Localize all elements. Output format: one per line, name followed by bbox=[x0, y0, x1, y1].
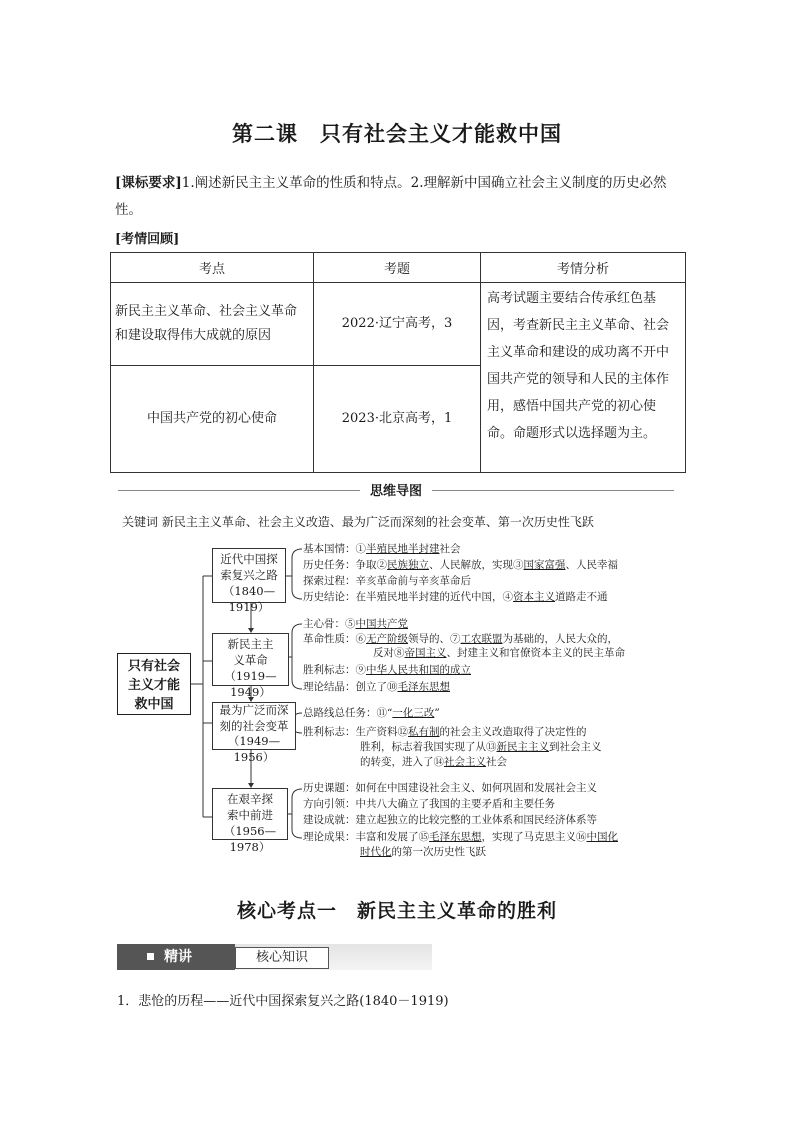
leaf-answer: 中国共产党 bbox=[355, 618, 408, 630]
branch-line: 近代中国探 bbox=[220, 552, 278, 566]
mindmap-leaf bbox=[303, 542, 461, 557]
mindmap-leaf bbox=[360, 755, 507, 770]
branch-box-exploration bbox=[212, 788, 288, 854]
branch-line: （1956—1978） bbox=[223, 824, 277, 854]
leaf-text: 社会 bbox=[486, 756, 507, 768]
branch-line: 索复兴之路 bbox=[220, 568, 278, 582]
leaf-text: 反对⑧ bbox=[373, 647, 405, 659]
section-title: 核心考点一 新民主主义革命的胜利 bbox=[236, 900, 557, 922]
mindmap-leaf bbox=[303, 797, 555, 812]
point-heading: 1．悲怆的历程——近代中国探索复兴之路(1840－1919) bbox=[117, 994, 449, 1009]
leaf-text: 历史任务：争取② bbox=[303, 559, 387, 571]
leaf-text: 胜利标志：⑨ bbox=[303, 664, 366, 676]
leaf-text: 社会 bbox=[439, 543, 461, 555]
square-icon bbox=[147, 953, 154, 960]
leaf-answer: 资本主义 bbox=[513, 591, 555, 603]
leaf-text: 胜利，标志着我国实现了从⑬ bbox=[360, 741, 497, 753]
mindmap-leaf bbox=[303, 813, 597, 828]
leaf-text: 理论成果：丰富和发展了⑮ bbox=[303, 831, 429, 843]
leaf-answer: 半殖民地半封建 bbox=[366, 543, 440, 555]
mindmap-leaf bbox=[303, 706, 440, 721]
mindmap-leaf bbox=[303, 590, 608, 605]
branch-box-new-democratic bbox=[212, 633, 289, 699]
leaf-text: 到社会主义 bbox=[549, 741, 602, 753]
leaf-answer: 毛泽东思想 bbox=[397, 681, 450, 693]
keywords: 关键词 新民主主义革命、社会主义改造、最为广泛而深刻的社会变革、第一次历史性飞跃 bbox=[122, 515, 594, 529]
mindmap-leaf bbox=[303, 680, 450, 695]
mindmap-root bbox=[117, 653, 191, 715]
branch-box-modern-china bbox=[212, 548, 286, 614]
mindmap-leaf bbox=[303, 725, 587, 740]
leaf-text: 、人民幸福 bbox=[565, 559, 618, 571]
leaf-answer: 无产阶级 bbox=[366, 633, 408, 645]
leaf-text: 基本国情：① bbox=[303, 543, 366, 555]
bracket bbox=[292, 789, 302, 838]
mindmap-leaf bbox=[303, 781, 597, 796]
leaf-text: 探索过程：辛亥革命前与辛亥革命后 bbox=[303, 575, 471, 587]
leaf-answer: 民族独立 bbox=[387, 559, 429, 571]
requirement-text: 1.阐述新民主主义革命的性质和特点。2.理解新中国确立社会主义制度的历史必然性。 bbox=[115, 175, 667, 218]
leaf-answer: 一化三改 bbox=[392, 707, 435, 719]
leaf-text: 、人民解放，实现③ bbox=[429, 559, 524, 571]
mindmap-leaf bbox=[360, 740, 602, 755]
table-cell-question: 2022·辽宁高考，3 bbox=[314, 283, 481, 366]
branch-line: 索中前进 bbox=[227, 808, 273, 822]
bracket bbox=[292, 624, 302, 689]
leaf-answer: 帝国主义 bbox=[404, 647, 447, 659]
branch-line: 刻的社会变革 bbox=[219, 718, 289, 733]
mindmap-leaf bbox=[303, 617, 408, 632]
branch-line: 在艰辛探 bbox=[227, 792, 273, 806]
leaf-text: 总路线总任务：⑪“ bbox=[303, 707, 393, 719]
mindmap-leaf bbox=[373, 646, 625, 661]
branch-line: 义革命 bbox=[233, 653, 268, 667]
leaf-text: 方向引领：中共八大确立了我国的主要矛盾和主要任务 bbox=[303, 798, 555, 810]
leaf-text: ” bbox=[434, 707, 440, 719]
mindmap-leaf bbox=[303, 558, 618, 573]
mindmap-leaf bbox=[360, 845, 486, 860]
table-cell-analysis: 高考试题主要结合传承红色基因，考查新民主主义革命、社会主义革命和建设的成功离不开中国共产党的领导和人民的主体作用，感悟中国共产党的初心使命。命题形式以选择题为主。 bbox=[481, 283, 686, 473]
leaf-text: 、封建主义和官僚资本主义的民主革命 bbox=[446, 647, 625, 659]
page-title: 第二课 只有社会主义才能救中国 bbox=[232, 122, 562, 146]
tab-core-knowledge[interactable]: 核心知识 bbox=[235, 947, 329, 969]
root-line: 主义才能 bbox=[127, 678, 180, 693]
leaf-text: ，实现了马克思主义⑯ bbox=[481, 831, 587, 843]
branch-line: 最为广泛而深 bbox=[219, 703, 289, 717]
leaf-answer: 新民主主义 bbox=[496, 741, 549, 753]
exam-review-label: [考情回顾] bbox=[115, 232, 180, 247]
leaf-text: 的社会主义改造取得了决定性的 bbox=[439, 726, 587, 738]
requirement-label: [课标要求] bbox=[115, 175, 182, 191]
tab-active[interactable] bbox=[117, 944, 235, 970]
root-line: 救中国 bbox=[134, 697, 174, 712]
tab-active-label: 精讲 bbox=[164, 949, 192, 965]
table-cell-question: 2023·北京高考，1 bbox=[314, 366, 481, 473]
leaf-text: 革命性质：⑥ bbox=[303, 633, 366, 645]
table-header: 考点 bbox=[111, 253, 314, 283]
branch-line: （1949—1956） bbox=[227, 734, 281, 764]
mindmap-leaf bbox=[303, 663, 471, 678]
leaf-answer: 社会主义 bbox=[444, 756, 486, 768]
mindmap-leaf bbox=[303, 830, 618, 845]
leaf-answer: 私有制 bbox=[408, 726, 440, 738]
leaf-text: 建设成就：建立起独立的比较完整的工业体系和国民经济体系等 bbox=[303, 814, 597, 826]
leaf-text: 理论结晶：创立了⑩ bbox=[303, 681, 398, 693]
table-header: 考题 bbox=[314, 253, 481, 283]
leaf-text: 胜利标志：生产资料⑫ bbox=[303, 726, 408, 738]
leaf-text: 的第一次历史性飞跃 bbox=[391, 846, 486, 858]
branch-line: （1840—1919） bbox=[222, 584, 276, 614]
table-cell-point: 新民主主义革命、社会主义革命和建设取得伟大成就的原因 bbox=[111, 283, 314, 366]
branch-line: （1919—1949） bbox=[224, 669, 277, 699]
table-cell-point: 中国共产党的初心使命 bbox=[111, 366, 314, 473]
mindmap-heading-label: 思维导图 bbox=[360, 484, 432, 499]
mindmap-leaf bbox=[303, 632, 618, 647]
branch-line: 新民主主 bbox=[227, 637, 274, 651]
leaf-answer: 国家富强 bbox=[523, 559, 566, 571]
leaf-answer: 毛泽东思想 bbox=[429, 831, 482, 843]
leaf-text: 的转变，进入了⑭ bbox=[360, 756, 444, 768]
leaf-text: 历史课题：如何在中国建设社会主义、如何巩固和发展社会主义 bbox=[303, 782, 597, 794]
table-header: 考情分析 bbox=[481, 253, 686, 283]
root-line: 只有社会 bbox=[127, 659, 180, 674]
leaf-answer: 中华人民共和国的成立 bbox=[366, 664, 471, 676]
leaf-answer: 中国化 bbox=[586, 831, 618, 843]
bracket bbox=[292, 549, 302, 599]
leaf-text: 历史结论：在半殖民地半封建的近代中国，④ bbox=[303, 591, 513, 603]
branch-box-social-change bbox=[212, 702, 296, 764]
leaf-answer: 时代化 bbox=[360, 846, 392, 858]
leaf-text: 领导的、⑦ bbox=[408, 633, 461, 645]
leaf-text: 为基础的，人民大众的， bbox=[502, 633, 618, 645]
leaf-answer: 工农联盟 bbox=[460, 633, 503, 645]
leaf-text: 道路走不通 bbox=[555, 591, 608, 603]
leaf-text: 主心骨：⑤ bbox=[303, 618, 356, 630]
mindmap-leaf bbox=[303, 574, 471, 589]
